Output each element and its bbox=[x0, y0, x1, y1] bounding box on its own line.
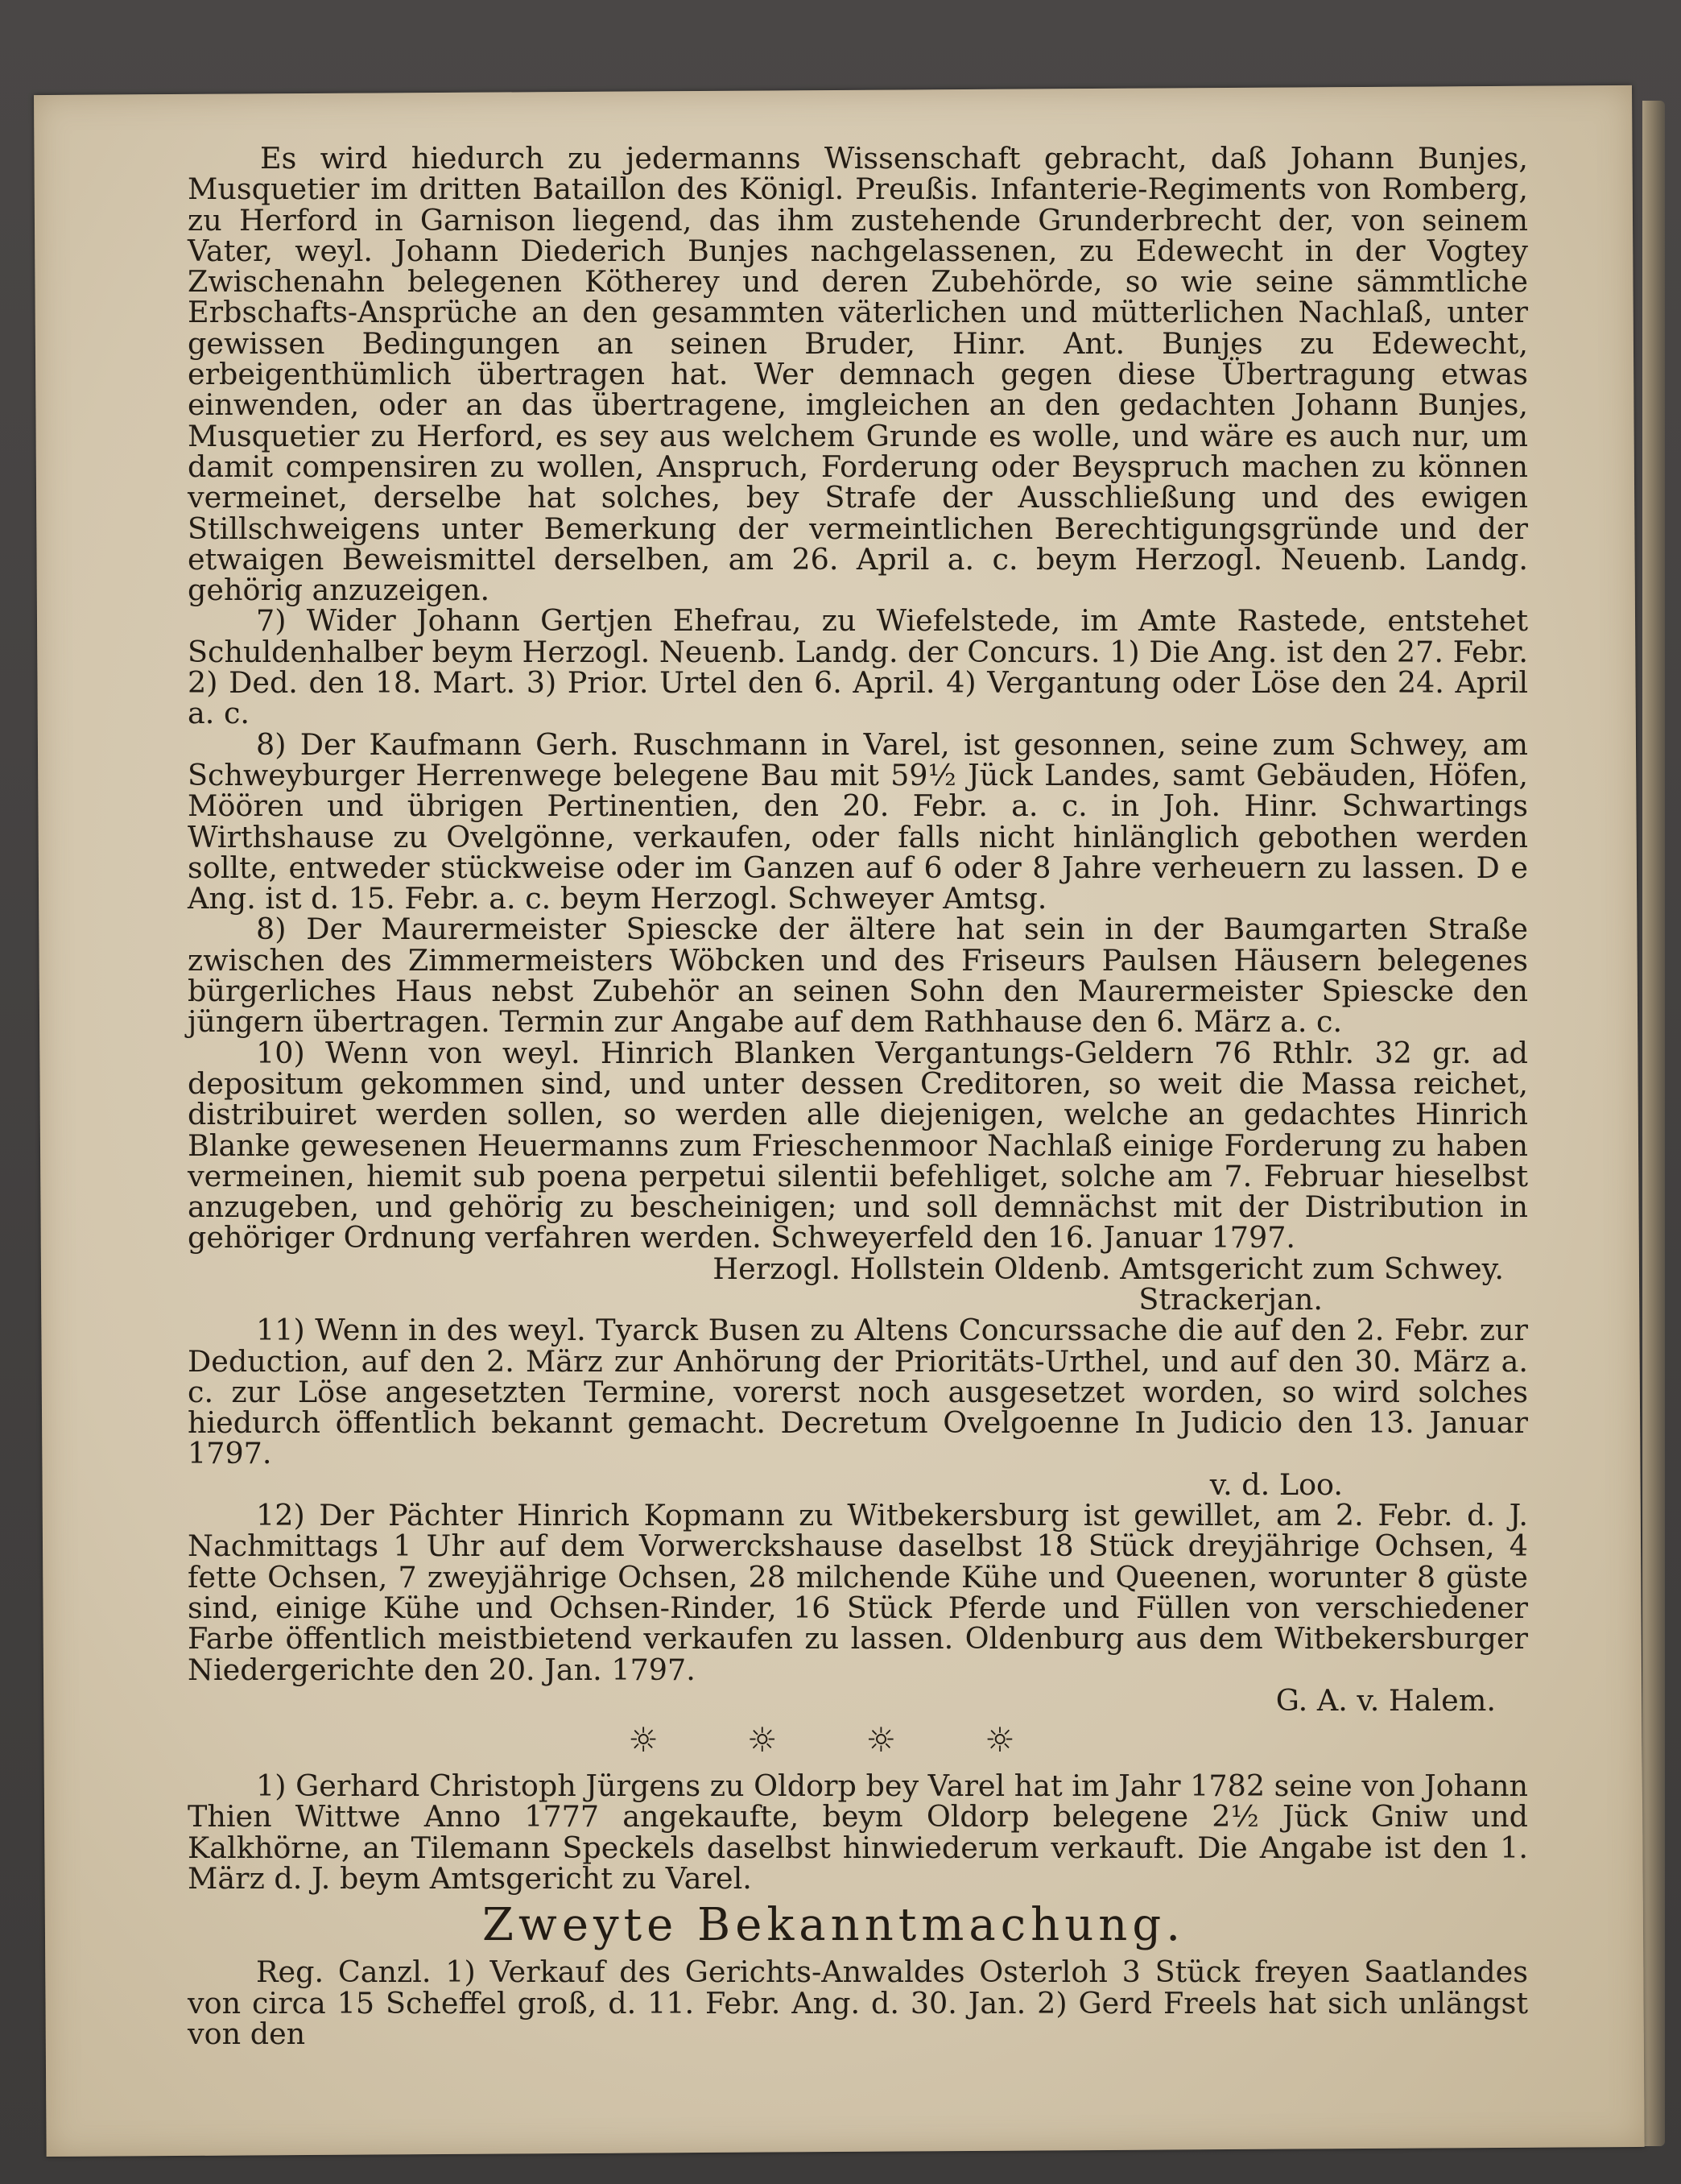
star-ornament-icon: ☼ bbox=[865, 1720, 897, 1760]
signature-halem: G. A. v. Halem. bbox=[1275, 1682, 1496, 1718]
signature-loo: v. d. Loo. bbox=[1209, 1466, 1343, 1502]
section-title: Zweyte Bekanntmachung. bbox=[481, 1899, 1185, 1952]
page-edge bbox=[1642, 101, 1665, 2146]
star-ornament-icon: ☼ bbox=[985, 1720, 1015, 1760]
signature-strackerjan: Strackerjan. bbox=[1138, 1281, 1323, 1317]
notice-10: 10) Wenn von weyl. Hinrich Blanken Vergantungs-Geldern 76 Rthlr. 32 gr. ad depositum gekommen sind, und unter dessen Creditoren, so weit die Massa reichet, distribuiret werden sollen, so werden alle diejenigen, welche an gedachtes Hinrich Blanke gewesenen Heuermanns zum Frieschenmoor Nachlaß einige Forderung zu haben vermeinen, hiemit sub poena perpetui silentii befehliget, solche am 7. Februar hieselbst anzugeben, und gehörig zu bescheinigen; und soll demnächst mit der Distribution in gehöriger Ordnung verfahren werden. Schweyerfeld den 16. Januar 1797. bbox=[188, 1035, 1528, 1255]
notice-8-ruschmann: 8) Der Kaufmann Gerh. Ruschmann in Varel, ist gesonnen, seine zum Schwey, am Schweyburger Herrenwege belegene Bau mit 59½ Jück Landes, samt Gebäuden, Höfen, Möören und übrigen Pertinentien, den 20. Febr. a. c. in Joh. Hinr. Schwartings Wirthshause zu Ovelgönne, verkaufen, oder falls nicht hinlänglich gebothen werden sollte, entweder stückweise oder im Ganzen auf 6 oder 8 Jahre verheuern zu lassen. D e Ang. ist d. 15. Febr. a. c. beym Herzogl. Schweyer Amtsg. bbox=[188, 726, 1528, 916]
ornament-divider bbox=[188, 1721, 1528, 1760]
notice-11: 11) Wenn in des weyl. Tyarck Busen zu Altens Concurssache die auf den 2. Febr. zur Deduction, auf den 2. März zur Anhörung der Prioritäts-Urthel, und auf den 30. März a. c. zur Löse angesetzten Termine, vorerst noch ausgesetzet worden, so wird solches hiedurch öffentlich bekannt gemacht. Decretum Ovelgoenne In Judicio den 13. Januar 1797. bbox=[188, 1313, 1528, 1471]
notice-7: 7) Wider Johann Gertjen Ehefrau, zu Wiefelstede, im Amte Rastede, entstehet Schuldenhalber beym Herzogl. Neuenb. Landg. der Concurs. 1) Die Ang. ist den 27. Febr. 2) Ded. den 18. Mart. 3) Prior. Urtel den 6. April. 4) Vergantung oder Löse den 24. April a. c. bbox=[188, 603, 1528, 731]
star-ornament-icon: ☼ bbox=[746, 1720, 778, 1760]
page-text bbox=[188, 143, 1528, 2050]
notice-bunjes: Es wird hiedurch zu jedermanns Wissenschaft gebracht, daß Johann Bunjes, Musquetier im dritten Bataillon des Königl. Preußis. Infanterie-Regiments von Romberg, zu Herford in Garnison liegend, das ihm zustehende Grunderbrecht der, von seinem Vater, weyl. Johann Diederich Bunjes nachgelassenen, zu Edewecht in der Vogtey Zwischenahn belegenen Kötherey und deren Zubehörde, so wie seine sämmtliche Erbschafts-Ansprüche an den gesammten väterlichen und mütterlichen Nachlaß, unter gewissen Bedingungen an seinen Bruder, Hinr. Ant. Bunjes zu Edewecht, erbeigenthümlich übertragen hat. Wer demnach gegen diese Übertragung etwas einwenden, oder an das übertragene, imgleichen an den gedachten Johann Bunjes, Musquetier zu Herford, es sey aus welchem Grunde es wolle, und wäre es auch nur, um damit compensiren zu wollen, Anspruch, Forderung oder Beyspruch machen zu können vermeinet, derselbe hat solches, bey Strafe der Ausschließung und des ewigen Stillschweigens unter Bemerkung der vermeintlichen Berechtigungsgründe und der etwaigen Beweismittel derselben, am 26. April a. c. beym Herzogl. Neuenb. Landg. gehörig anzuzeigen. bbox=[188, 141, 1528, 608]
signature-amtsgericht: Herzogl. Hollstein Oldenb. Amtsgericht zum Schwey. bbox=[712, 1251, 1504, 1286]
notice-canzl: Reg. Canzl. 1) Verkauf des Gerichts-Anwaldes Osterloh 3 Stück freyen Saatlandes von circa 15 Scheffel groß, d. 11. Febr. Ang. d. 30. Jan. 2) Gerd Freels hat sich unlängst von den bbox=[188, 1954, 1528, 2051]
notice-12: 12) Der Pächter Hinrich Kopmann zu Witbekersburg ist gewillet, am 2. Febr. d. J. Nachmittags 1 Uhr auf dem Vorwerckshause daselbst 18 Stück dreyjährige Ochsen, 4 fette Ochsen, 7 zweyjährige Ochsen, 28 milchende Kühe und Queenen, worunter 8 güste sind, einige Kühe und Ochsen-Rinder, 16 Stück Pferde und Füllen von verschiedener Farbe öffentlich meistbietend verkaufen zu lassen. Oldenburg aus dem Witbekersburger Niedergerichte den 20. Jan. 1797. bbox=[188, 1498, 1528, 1687]
star-ornament-icon: ☼ bbox=[628, 1720, 659, 1760]
notice-varel: 1) Gerhard Christoph Jürgens zu Oldorp bey Varel hat im Jahr 1782 seine von Johann Thien Wittwe Anno 1777 angekaufte, beym Oldorp belegene 2½ Jück Gniw und Kalkhörne, an Tilemann Speckels daselbst hinwiederum verkauft. Die Angabe ist den 1. März d. J. beym Amtsgericht zu Varel. bbox=[188, 1768, 1528, 1897]
notice-8-spiescke: 8) Der Maurermeister Spiescke der ältere hat sein in der Baumgarten Straße zwischen des Zimmermeisters Wöbcken und des Friseurs Paulsen Häusern belegenes bürgerliches Haus nebst Zubehör an seinen Sohn den Maurermeister Spiescke den jüngern übertragen. Termin zur Angabe auf dem Rathhause den 6. März a. c. bbox=[188, 912, 1528, 1040]
